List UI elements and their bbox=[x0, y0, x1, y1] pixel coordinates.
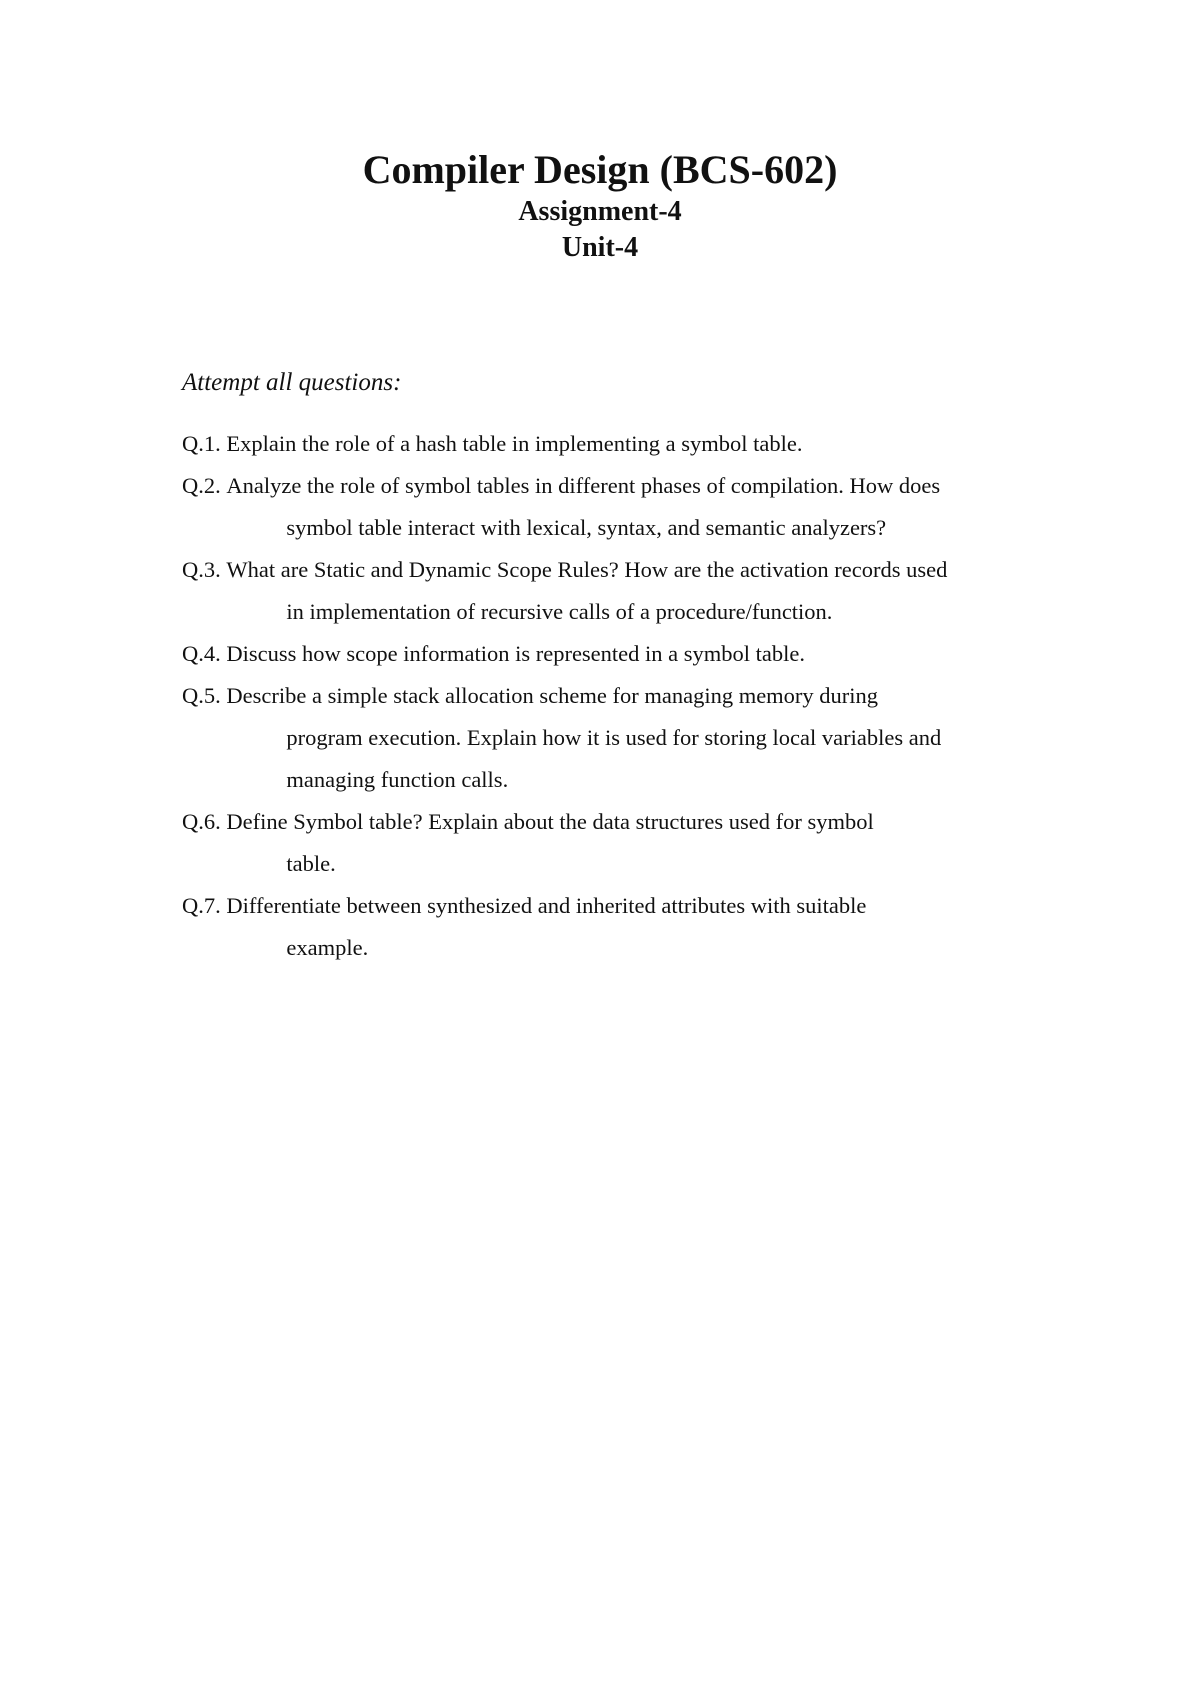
question-text bbox=[226, 465, 1062, 549]
question-1 bbox=[182, 423, 1062, 465]
question-text bbox=[226, 549, 1062, 633]
question-2 bbox=[182, 465, 1062, 549]
question-7 bbox=[182, 885, 1062, 969]
question-text bbox=[226, 423, 1062, 465]
unit-label: Unit-4 bbox=[561, 232, 639, 263]
question-number: Q.7. bbox=[182, 893, 221, 918]
document-header bbox=[0, 146, 1200, 266]
question-number: Q.1. bbox=[182, 431, 221, 456]
question-number: Q.4. bbox=[182, 641, 221, 666]
question-text bbox=[226, 675, 1062, 801]
question-line: table. bbox=[286, 851, 336, 876]
question-text bbox=[226, 801, 1062, 885]
question-line: What are Static and Dynamic Scope Rules? How are the activation records used bbox=[226, 557, 948, 582]
question-line: symbol table interact with lexical, syntax, and semantic analyzers? bbox=[286, 515, 887, 540]
question-3 bbox=[182, 549, 1062, 633]
assignment-label: Assignment-4 bbox=[518, 196, 682, 227]
question-number: Q.3. bbox=[182, 557, 221, 582]
question-line: Differentiate between synthesized and inherited attributes with suitable bbox=[226, 893, 867, 918]
question-number: Q.2. bbox=[182, 473, 221, 498]
question-line: in implementation of recursive calls of a procedure/function. bbox=[286, 599, 833, 624]
question-4 bbox=[182, 633, 1062, 675]
question-number: Q.6. bbox=[182, 809, 221, 834]
question-line: Explain the role of a hash table in implementing a symbol table. bbox=[226, 431, 803, 456]
question-line: Analyze the role of symbol tables in different phases of compilation. How does bbox=[226, 473, 941, 498]
question-line: example. bbox=[286, 935, 369, 960]
question-number: Q.5. bbox=[182, 683, 221, 708]
question-line: Define Symbol table? Explain about the data structures used for symbol bbox=[226, 809, 874, 834]
question-5 bbox=[182, 675, 1062, 801]
instructions: Attempt all questions: bbox=[182, 369, 402, 396]
question-list bbox=[182, 423, 1062, 969]
question-text bbox=[226, 633, 1062, 675]
question-line: Discuss how scope information is represented in a symbol table. bbox=[226, 641, 806, 666]
question-text bbox=[226, 885, 1062, 969]
question-6 bbox=[182, 801, 1062, 885]
question-line: Describe a simple stack allocation scheme for managing memory during bbox=[226, 683, 879, 708]
question-line: managing function calls. bbox=[286, 767, 509, 792]
question-line: program execution. Explain how it is used for storing local variables and bbox=[286, 725, 942, 750]
document-title: Compiler Design (BCS-602) bbox=[362, 147, 838, 192]
